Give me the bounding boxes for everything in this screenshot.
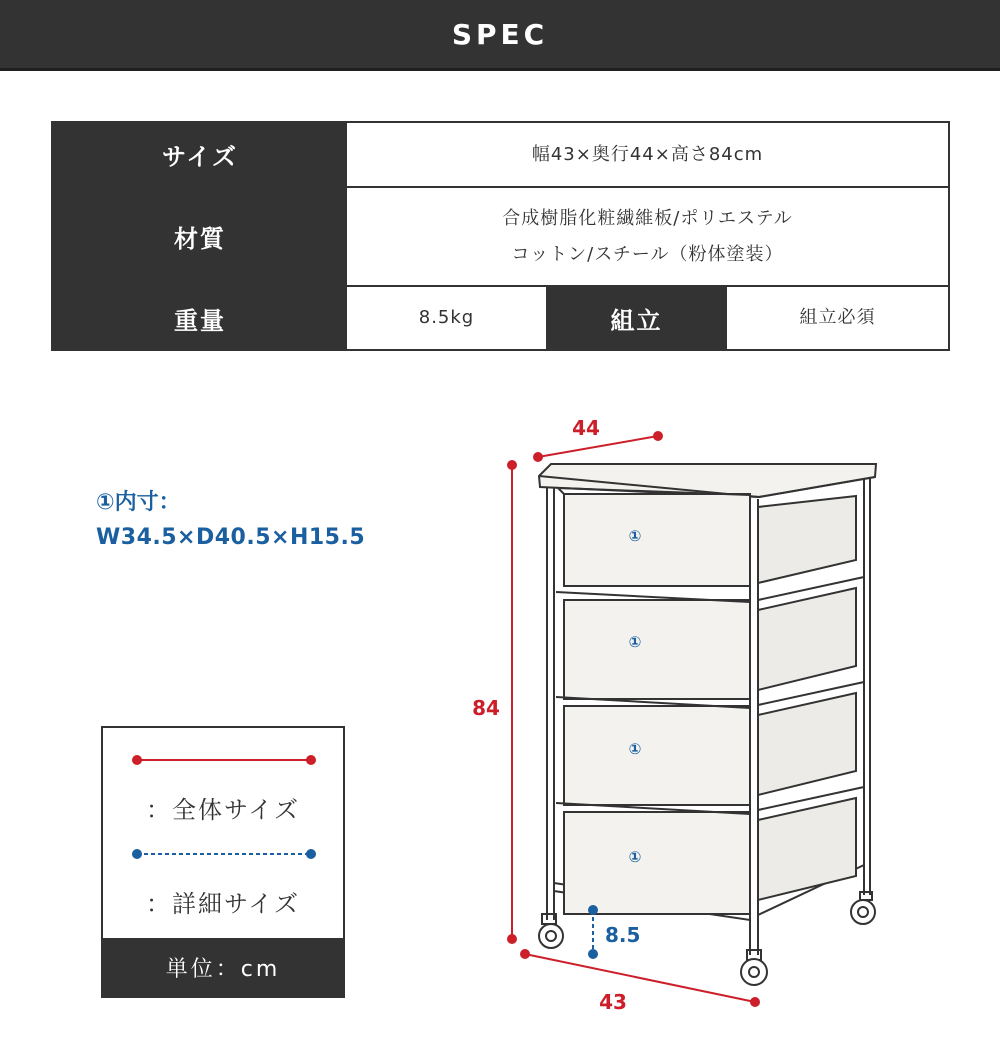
detail-size-label: ：詳細サイズ bbox=[145, 890, 301, 918]
detail-size-line bbox=[132, 849, 316, 859]
width-dimension-line bbox=[520, 949, 760, 1007]
assembly-value: 組立必須 bbox=[799, 307, 876, 328]
spec-banner bbox=[0, 0, 1000, 71]
caster-front-right bbox=[741, 950, 767, 985]
assembly-label: 組立 bbox=[610, 306, 663, 335]
material-line-1: 合成樹脂化粧繊維板/ポリエステル bbox=[502, 207, 793, 229]
depth-dimension-label: 44 bbox=[572, 416, 600, 440]
assembly-label-cell bbox=[546, 287, 727, 349]
caster-back-right bbox=[851, 892, 875, 924]
drawer-mark-2: ① bbox=[628, 633, 642, 651]
inner-size-dimensions: W34.5×D40.5×H15.5 bbox=[96, 525, 366, 550]
size-value-cell bbox=[347, 123, 948, 186]
legend-box bbox=[101, 726, 345, 998]
drawer-mark-3: ① bbox=[628, 740, 642, 758]
material-label-cell bbox=[53, 188, 347, 285]
drawer-mark-1: ① bbox=[628, 527, 642, 545]
overall-size-line bbox=[132, 755, 316, 765]
height-dimension-line bbox=[507, 460, 517, 944]
unit-label: 単位：cm bbox=[103, 938, 343, 996]
size-label: サイズ bbox=[161, 143, 239, 171]
drawer-cart-diagram bbox=[460, 400, 930, 1040]
weight-label: 重量 bbox=[174, 306, 226, 335]
width-dimension-label: 43 bbox=[599, 990, 627, 1014]
spec-table bbox=[51, 121, 950, 351]
weight-label-cell bbox=[53, 287, 347, 349]
weight-value: 8.5kg bbox=[418, 307, 475, 328]
inner-size-title: ①内寸： bbox=[96, 490, 181, 515]
size-label-cell bbox=[53, 123, 347, 186]
caster-height-label: 8.5 bbox=[605, 923, 641, 947]
material-label: 材質 bbox=[174, 225, 226, 253]
caster-height-dimension-line bbox=[588, 905, 598, 959]
page-title: SPEC bbox=[451, 17, 549, 51]
overall-size-label: ：全体サイズ bbox=[145, 796, 301, 824]
material-value-cell bbox=[347, 188, 948, 285]
size-value: 幅43×奥行44×高さ84cm bbox=[531, 143, 764, 165]
material-line-2: コットン/スチール（粉体塗装） bbox=[511, 243, 784, 265]
weight-value-cell bbox=[347, 287, 546, 349]
height-dimension-label: 84 bbox=[472, 696, 500, 720]
assembly-value-cell bbox=[727, 287, 948, 349]
caster-front-left bbox=[539, 914, 563, 948]
drawer-mark-4: ① bbox=[628, 848, 642, 866]
